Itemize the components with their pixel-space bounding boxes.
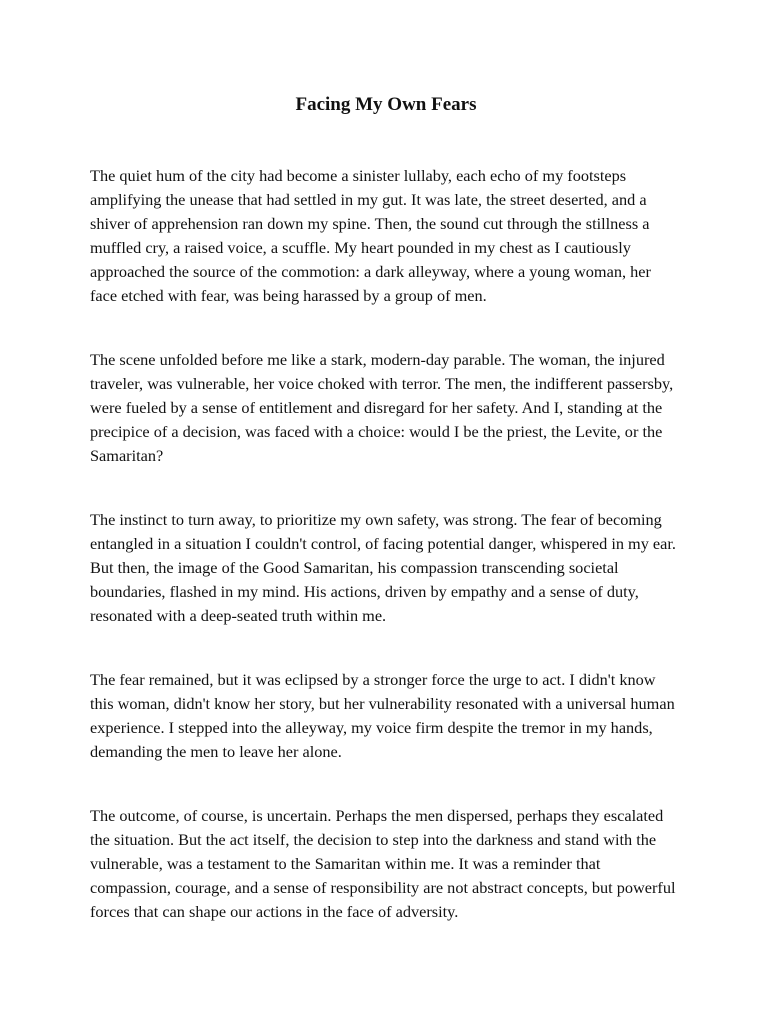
paragraph: The quiet hum of the city had become a sinister lullaby, each echo of my footsteps amplifying the unease that had settled in my gut. It was late, the street deserted, and a shiver of apprehension ran down my spine. Then, the sound cut through the stillness a muffled cry, a raised voice, a scuffle. My heart pounded in my chest as I cautiously approached the source of the commotion: a dark alleyway, where a young woman, her face etched with fear, was being harassed by a group of men. (90, 166, 651, 305)
paragraph: The instinct to turn away, to prioritize my own safety, was strong. The fear of becoming entangled in a situation I couldn't control, of facing potential danger, whispered in my ear. But then, the image of the Good Samaritan, his compassion transcending societal boundaries, flashed in my mind. His actions, driven by empathy and a sense of duty, resonated with a deep-seated truth within me. (90, 510, 676, 625)
paragraph: The outcome, of course, is uncertain. Perhaps the men dispersed, perhaps they escalated the situation. But the act itself, the decision to step into the darkness and stand with the vulnerable, was a testament to the Samaritan within me. It was a reminder that compassion, courage, and a sense of responsibility are not abstract concepts, but powerful forces that can shape our actions in the face of adversity. (90, 806, 676, 921)
paragraph: The fear remained, but it was eclipsed by a stronger force the urge to act. I didn't know this woman, didn't know her story, but her vulnerability resonated with a universal human experience. I stepped into the alleyway, my voice firm despite the tremor in my hands, demanding the men to leave her alone. (90, 670, 675, 761)
document-page (90, 92, 682, 964)
document-title: Facing My Own Fears (295, 94, 477, 115)
paragraph: The scene unfolded before me like a stark, modern-day parable. The woman, the injured traveler, was vulnerable, her voice choked with terror. The men, the indifferent passersby, were fueled by a sense of entitlement and disregard for her safety. And I, standing at the precipice of a decision, was faced with a choice: would I be the priest, the Levite, or the Samaritan? (90, 350, 674, 465)
